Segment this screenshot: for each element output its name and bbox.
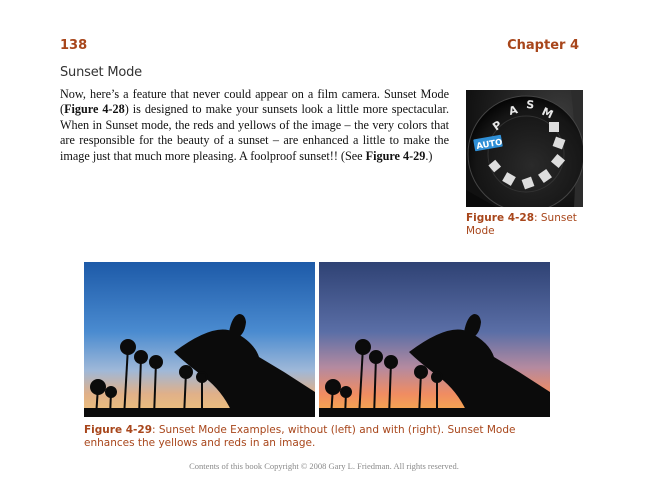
dial-label-m: M [539,104,556,122]
body-text-part-3: .) [425,148,433,163]
page-number: 138 [60,38,88,53]
dial-label-auto: AUTO [475,137,504,152]
figure-4-28-text: : Sunset Mode [466,212,577,237]
figure-4-28-caption [466,212,584,238]
figure-4-29-caption [84,424,554,450]
mode-dial-image [466,90,583,207]
sunset-photo-without [84,262,315,417]
body-paragraph [60,87,449,164]
portrait-icon [549,122,559,132]
dial-label-p: P [490,118,505,134]
sunset-photo-with [319,262,550,417]
mode-dial-photo [466,90,583,207]
figure-4-29-text: : Sunset Mode Examples, without (left) and with (right). Sunset Mode enhances the yellows and reds in an image. [84,424,516,449]
dial-label-s: S [525,98,535,112]
sunset-image-left [84,262,315,417]
sunset-image-right [319,262,550,417]
body-text-part-1: Now, here’s a feature that never could appear on a film camera. Sunset Mode ( [60,87,449,117]
figure-ref-4-29: Figure 4-29 [365,148,426,163]
chapter-label: Chapter 4 [507,38,579,53]
section-heading: Sunset Mode [60,65,142,80]
dial-label-a: A [507,103,520,118]
figure-4-28-label: Figure 4-28 [466,212,534,224]
figure-4-29-label: Figure 4-29 [84,424,152,436]
body-text-part-2: ) is designed to make your sunsets look a little more spectacular. When in Sunset mode, the reds and yellows of the image – the very colors that are responsible for the beauty of a sunset – are enhanced a little to make the image just that much more pleasing. A foolproof sunset!! (See [60,102,449,163]
copyright-footer: Contents of this book Copyright © 2008 Gary L. Friedman. All rights reserved. [189,461,459,471]
figure-ref-4-28: Figure 4-28 [64,102,125,117]
